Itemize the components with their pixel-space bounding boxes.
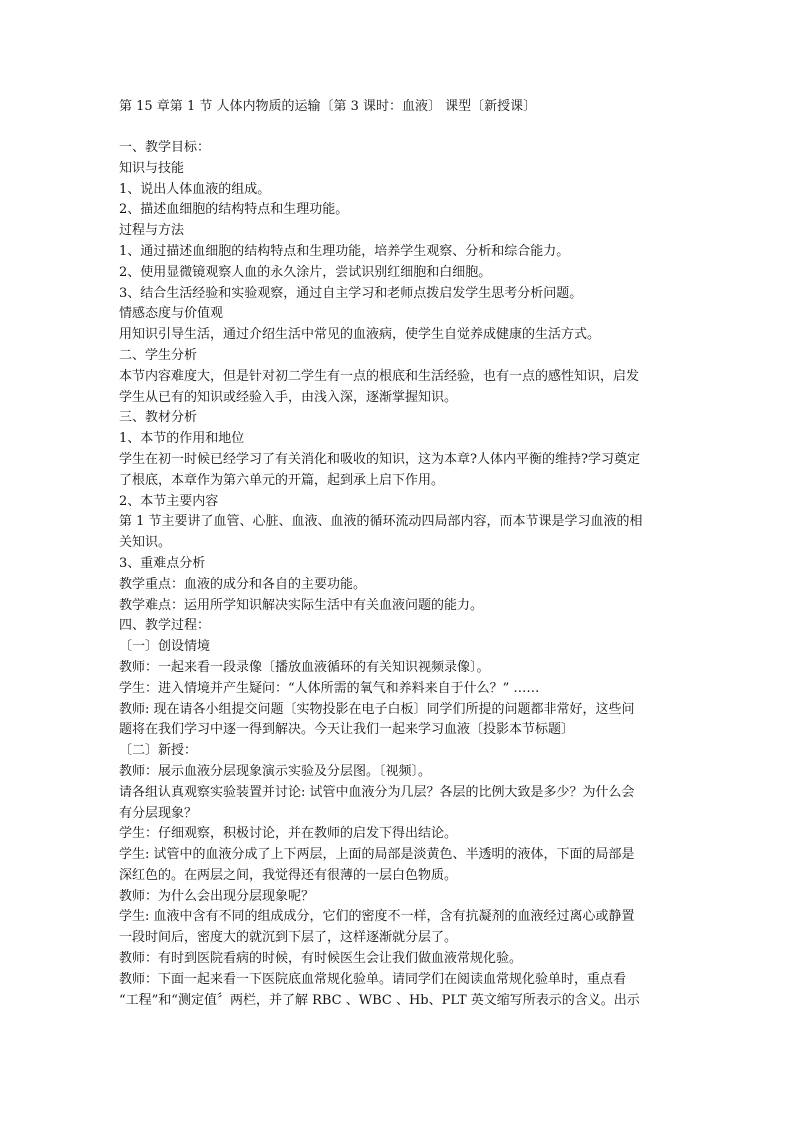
subheading-process-method: 过程与方法 bbox=[119, 223, 185, 239]
text-line: 1、本节的作用和地位 bbox=[119, 431, 245, 447]
section-heading-objectives: 一、教学目标： bbox=[119, 140, 211, 155]
text-line: 1、说出人体血液的组成。 bbox=[119, 181, 271, 197]
text-line: 2、使用显微镜观察人血的永久涂片，尝试识别红细胞和白细胞。 bbox=[119, 264, 492, 280]
text-line: 关知识。 bbox=[119, 535, 172, 551]
text-line: 用知识引导生活，通过介绍生活中常见的血液病，使学生自觉养成健康的生活方式。 bbox=[119, 327, 601, 343]
text-line: 3、重难点分析 bbox=[119, 555, 206, 571]
text-line: 1、通过描述血细胞的结构特点和生理功能，培养学生观察、分析和综合能力。 bbox=[119, 243, 570, 259]
text-line: 2、描述血细胞的结构特点和生理功能。 bbox=[119, 202, 349, 218]
text-line: 教师：为什么会出现分层现象呢？ bbox=[119, 888, 315, 904]
text-line: 学生: 血液中含有不同的组成成分，它们的密度不一样，含有抗凝剂的血液经过离心或静置 bbox=[119, 909, 635, 925]
subheading-attitude-values: 情感态度与价值观 bbox=[119, 306, 224, 322]
text-line: 深红色的。在两层之间，我觉得还有很薄的一层白色物质。 bbox=[119, 867, 458, 883]
text-line: 〔一〕创设情境 bbox=[119, 639, 211, 655]
text-line: 请各组认真观察实验装置并讨论: 试管中血液分为几层？各层的比例大致是多少？为什么会 bbox=[119, 784, 635, 800]
text-line: 学生：进入情境并产生疑问：“人体所需的氧气和养料来自于什么？” …… bbox=[119, 680, 540, 696]
text-line: 了根底，本章作为第六单元的开篇，起到承上启下作用。 bbox=[119, 472, 445, 488]
text-line: 教学难点：运用所学知识解决实际生活中有关血液问题的能力。 bbox=[119, 597, 484, 613]
text-line: 教学重点：血液的成分和各自的主要功能。 bbox=[119, 576, 367, 592]
section-heading-student-analysis: 二、学生分析 bbox=[119, 347, 198, 363]
text-line: 一段时间后，密度大的就沉到下层了，这样逐渐就分层了。 bbox=[119, 930, 458, 946]
document-body bbox=[119, 138, 681, 1011]
section-heading-material-analysis: 三、教材分析 bbox=[119, 410, 198, 426]
text-line: 有分层现象？ bbox=[119, 805, 198, 821]
text-line: 〔二〕新授： bbox=[119, 743, 198, 759]
text-line: 第 1 节主要讲了血管、心脏、血液、血液的循环流动四局部内容，而本节课是学习血液的相 bbox=[119, 514, 643, 530]
text-line: 教师：下面一起来看一下医院底血常规化验单。请同学们在阅读血常规化验单时，重点看 bbox=[119, 971, 627, 987]
text-line: 3、结合生活经验和实验观察，通过自主学习和老师点拨启发学生思考分析问题。 bbox=[119, 285, 583, 301]
text-line: “工程”和“测定值〞两栏，并了解 RBC 、WBC 、Hb、PLT 英文缩写所表示的含义。出示 bbox=[119, 992, 640, 1008]
text-line: 教师：一起来看一段录像〔播放血液循环的有关知识视频录像〕。 bbox=[119, 659, 490, 675]
text-line: 教师：展示血液分层现象演示实验及分层图。〔视频〕。 bbox=[119, 763, 432, 779]
text-line: 教师：有时到医院看病的时候，有时候医生会让我们做血液常规化验。 bbox=[119, 951, 523, 967]
text-line: 本节内容难度大，但是针对初二学生有一点的根底和生活经验，也有一点的感性知识，启发 bbox=[119, 368, 640, 384]
text-line: 学生在初一时候已经学习了有关消化和吸收的知识，这为本章?人体内平衡的维持?学习奠定 bbox=[119, 451, 640, 467]
text-line: 学生从已有的知识或经验入手，由浅入深，逐渐掌握知识。 bbox=[119, 389, 458, 405]
document-title: 第 15 章第 1 节 人体内物质的运输〔第 3 课时：血液〕 课型〔新授课〕 bbox=[119, 99, 537, 114]
text-line: 题将在我们学习中逐一得到解决。今天让我们一起来学习血液〔投影本节标题〕 bbox=[119, 722, 575, 738]
section-heading-teaching-process: 四、教学过程： bbox=[119, 618, 211, 634]
text-line: 教师: 现在请各小组提交问题〔实物投影在电子白板〕同学们所提的问题都非常好，这些问 bbox=[119, 701, 635, 717]
text-line: 2、本节主要内容 bbox=[119, 493, 219, 509]
text-line: 学生: 试管中的血液分成了上下两层，上面的局部是淡黄色、半透明的液体，下面的局部是 bbox=[119, 847, 635, 863]
text-line: 学生：仔细观察，积极讨论，并在教师的启发下得出结论。 bbox=[119, 826, 458, 842]
subheading-knowledge-skills: 知识与技能 bbox=[119, 160, 185, 176]
